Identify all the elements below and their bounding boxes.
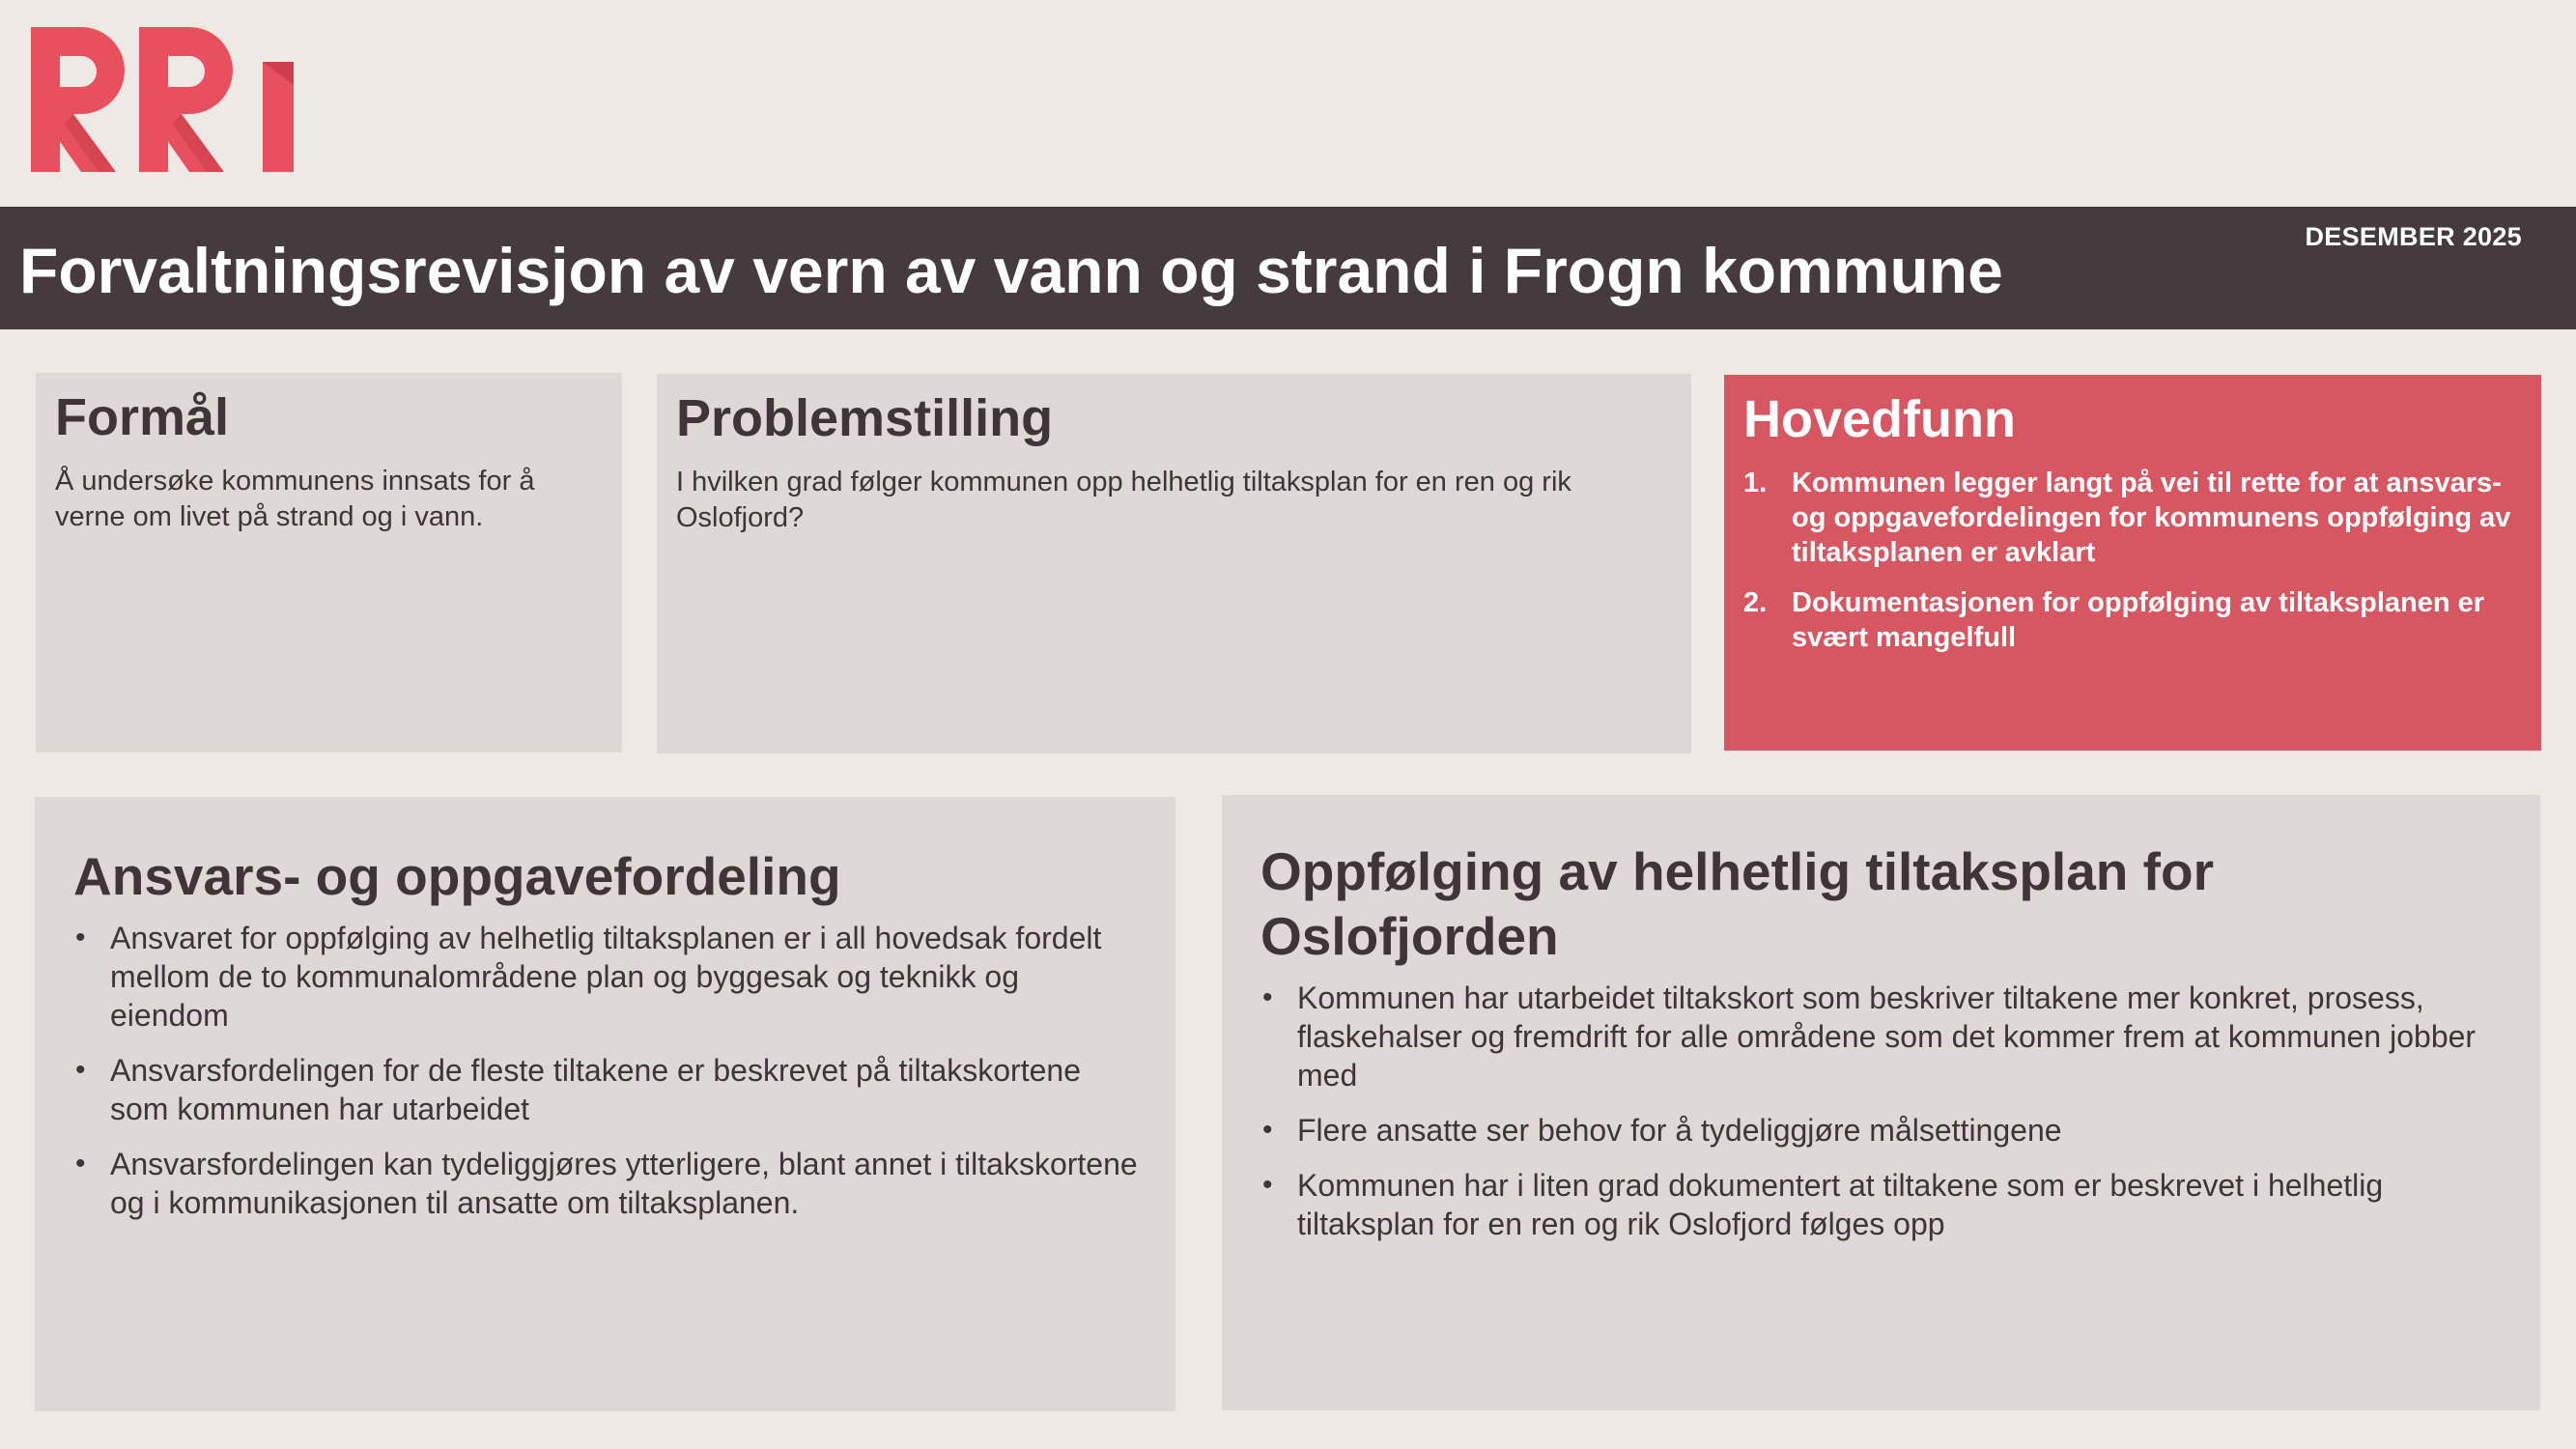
list-item	[1260, 979, 2521, 1094]
ansvar-list	[73, 919, 1140, 1222]
bullet-icon: •	[1262, 1169, 1273, 1201]
list-item	[73, 919, 1140, 1035]
list-text: Kommunen legger langt på vei til rette for at ansvars- og oppgavefordelingen for kommunens oppfølging av tiltaksplanen er avklart	[1792, 467, 2511, 568]
problemstilling-card	[657, 374, 1691, 753]
hovedfunn-card	[1724, 375, 2541, 751]
list-item	[73, 1145, 1140, 1222]
list-text: Kommunen har utarbeidet tiltakskort som beskriver tiltakene mer konkret, prosess, flaskehalser og fremdrift for alle områdene som det kommer frem at kommunen jobber med	[1297, 980, 2477, 1093]
bullet-icon: •	[75, 922, 86, 953]
list-text: Ansvarsfordelingen for de fleste tiltakene er beskrevet på tiltakskortene som kommunen har utarbeidet	[110, 1053, 1081, 1126]
list-text: Ansvaret for oppfølging av helhetlig tiltaksplanen er i all hovedsak fordelt mellom de to kommunalområdene plan og byggesak og teknikk og eiendom	[110, 921, 1102, 1033]
bullet-icon: •	[1262, 981, 1273, 1013]
bullet-icon: •	[1262, 1114, 1273, 1146]
list-item	[1743, 585, 2522, 655]
oppfolging-list	[1260, 979, 2521, 1243]
list-number: 1.	[1743, 467, 1768, 498]
ansvar-card	[35, 797, 1175, 1411]
ansvar-heading: Ansvars- og oppgavefordeling	[73, 846, 841, 906]
formal-heading: Formål	[55, 388, 230, 446]
bullet-icon: •	[75, 1054, 86, 1086]
bullet-icon: •	[75, 1148, 86, 1179]
list-text: Ansvarsfordelingen kan tydeliggjøres ytterligere, blant annet i tiltakskortene og i kommunikasjonen til ansatte om tiltaksplanen.	[110, 1147, 1138, 1220]
hovedfunn-heading: Hovedfunn	[1743, 390, 2016, 448]
oppfolging-card	[1222, 795, 2540, 1410]
list-item	[1743, 466, 2522, 570]
list-text: Dokumentasjonen for oppfølging av tiltaksplanen er svært mangelfull	[1792, 586, 2485, 653]
hovedfunn-list	[1743, 466, 2522, 655]
problemstilling-text: I hvilken grad følger kommunen opp helhetlig tiltaksplan for en ren og rik Oslofjord?	[676, 466, 1571, 533]
title-bar	[0, 207, 2576, 329]
report-date: DESEMBER 2025	[2305, 222, 2522, 251]
list-number: 2.	[1743, 586, 1768, 618]
page-title: Forvaltningsrevisjon av vern av vann og strand i Frogn kommune	[19, 235, 2003, 306]
list-item	[1260, 1166, 2521, 1243]
list-text: Flere ansatte ser behov for å tydeliggjøre målsettingene	[1297, 1113, 2062, 1148]
formal-text: Å undersøke kommunens innsats for å verne om livet på strand og i vann.	[55, 465, 535, 532]
list-item	[73, 1051, 1140, 1128]
list-item	[1260, 1111, 2521, 1150]
problemstilling-heading: Problemstilling	[676, 389, 1054, 447]
list-text: Kommunen har i liten grad dokumentert at tiltakene som er beskrevet i helhetlig tiltaksplan for en ren og rik Oslofjord følges opp	[1297, 1168, 2384, 1241]
oppfolging-heading: Oppfølging av helhetlig tiltaksplan for Oslofjorden	[1260, 841, 2214, 966]
rri-logo	[31, 27, 299, 172]
formal-card	[36, 373, 622, 753]
